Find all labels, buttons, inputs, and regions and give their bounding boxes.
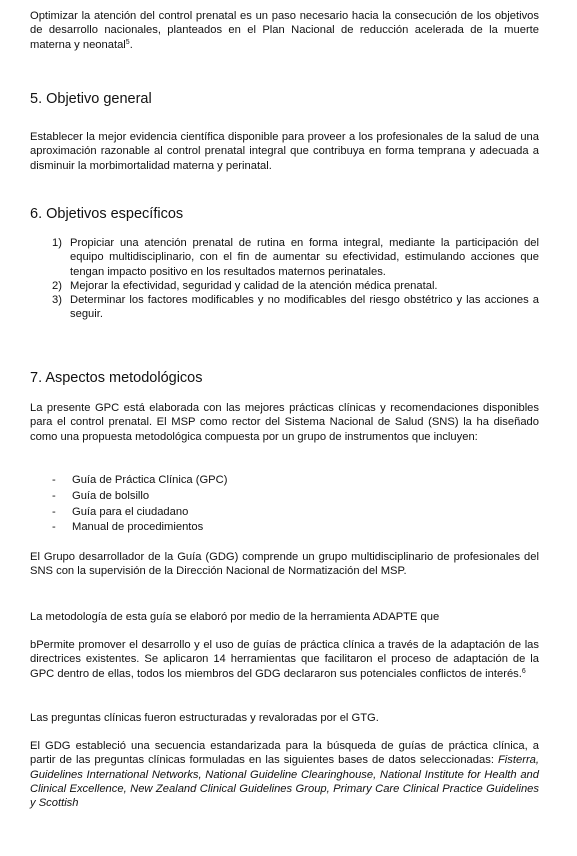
list-bullet: -	[52, 489, 56, 502]
paragraph-reference: 6	[521, 667, 526, 675]
intro-reference: 5	[125, 38, 130, 46]
list-item	[30, 489, 539, 505]
list-bullet: -	[52, 474, 56, 486]
list-item-text: Guía de bolsillo	[72, 489, 150, 502]
objetivos-especificos-list	[30, 236, 539, 322]
list-item-text: Propiciar una atención prenatal de rutina en forma integral, mediante la participación del equipo multidisciplinario, con el fin de aumentar su efectividad, estimulando acciones que tengan impacto positivo en los resultados maternos perinatales.	[70, 237, 539, 278]
list-item	[30, 505, 539, 521]
metodologia-paragraph-4	[30, 638, 539, 681]
list-bullet: -	[52, 521, 56, 534]
intro-text: Optimizar la atención del control prenatal es un paso necesario hacia la consecución de los objetivos de desarrollo nacionales, planteados en el Plan Nacional de reducción acelerada de la muerte materna y neonatal	[30, 10, 539, 51]
list-item-text: Determinar los factores modificables y no modificables del riesgo obstétrico y las acciones a seguir.	[70, 294, 539, 321]
instrumentos-list	[30, 473, 539, 536]
list-item-text: Manual de procedimientos	[72, 521, 204, 534]
list-item-text: Mejorar la efectividad, seguridad y calidad de la atención médica prenatal.	[70, 279, 438, 292]
list-item	[30, 236, 539, 279]
metodologia-paragraph-3: La metodología de esta guía se elaboró por medio de la herramienta ADAPTE que	[30, 611, 440, 623]
section-6-heading: 6. Objetivos específicos	[30, 206, 184, 222]
objetivo-general-paragraph: Establecer la mejor evidencia científica disponible para proveer a los profesionales de la salud de una aproximación razonable al control prenatal integral que contribuya en forma temprana y adecuada a disminuir la morbimortalidad materna y perinatal.	[30, 131, 539, 172]
paragraph-text: El GDG estableció una secuencia estandarizada para la búsqueda de guías de práctica clínica, a partir de las preguntas clínicas formuladas en las siguientes bases de datos seleccionadas:	[30, 740, 539, 767]
list-bullet: -	[52, 505, 56, 518]
section-7-heading: 7. Aspectos metodológicos	[30, 370, 203, 386]
database-list: Fisterra, Guidelines International Networks, National Guideline Clearinghouse, National Institute for Health and Clinical Excellence, New Zealand Clinical Guidelines Group, Primary Care Clinical Practice Guidelines y Scottish	[30, 754, 539, 810]
list-item-text: Guía para el ciudadano	[72, 505, 189, 518]
intro-end: .	[129, 38, 133, 51]
list-item-number: 2)	[52, 279, 62, 292]
list-item-text: Guía de Práctica Clínica (GPC)	[72, 474, 228, 486]
section-5-heading: 5. Objetivo general	[30, 91, 152, 107]
list-item	[30, 279, 539, 293]
intro-paragraph	[30, 9, 539, 52]
list-item	[30, 520, 539, 536]
metodologia-paragraph-2: El Grupo desarrollador de la Guía (GDG) comprende un grupo multidisciplinario de profesionales del SNS con la supervisión de la Dirección Nacional de Normatización del MSP.	[30, 551, 539, 578]
list-item-number: 1)	[52, 237, 62, 249]
list-item	[30, 293, 539, 322]
paragraph-text: bPermite promover el desarrollo y el uso de guías de práctica clínica a través de la adaptación de las directrices existentes. Se aplicaron 14 herramientas que facilitaron el proceso de adaptación de la GPC dentro de ellas, todos los miembros del GDG declararon sus potenciales conflictos de interés.	[30, 639, 539, 680]
list-item-number: 3)	[52, 294, 62, 307]
metodologia-paragraph-1: La presente GPC está elaborada con las mejores prácticas clínicas y recomendaciones disponibles para el control prenatal. El MSP como rector del Sistema Nacional de Salud (SNS) la ha diseñado como una propuesta metodológica compuesta por un grupo de instrumentos que incluyen:	[30, 402, 539, 443]
metodologia-paragraph-6	[30, 739, 539, 810]
list-item	[30, 473, 539, 489]
metodologia-paragraph-5: Las preguntas clínicas fueron estructuradas y revaloradas por el GTG.	[30, 712, 379, 724]
